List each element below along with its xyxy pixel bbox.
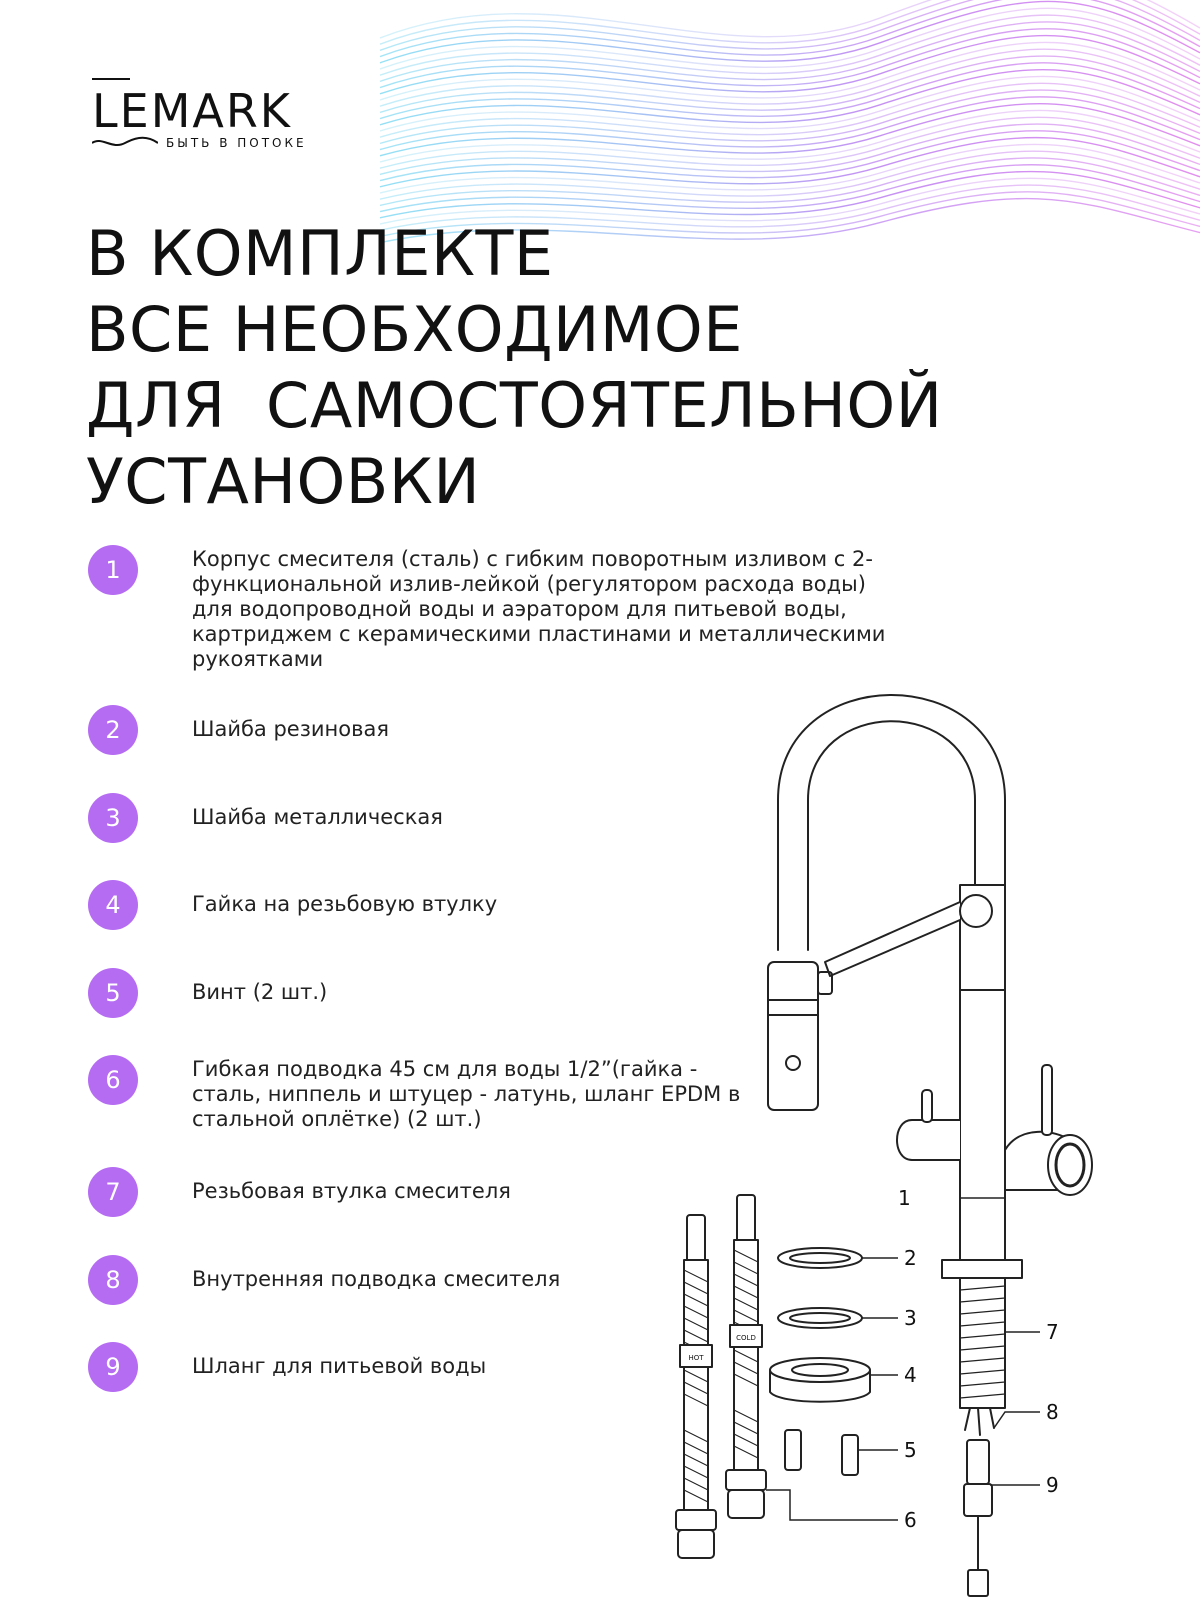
callout-9: 9: [1046, 1473, 1059, 1497]
item-text: Винт (2 шт.): [192, 980, 328, 1004]
item-text: Корпус смесителя (сталь) с гибким поворотным изливом с 2-функциональной излив-лейкой (регулятором расхода воды) для водопроводной воды и аэратором для питьевой воды, картриджем с керамическими пластинами и металлическими рукоятками: [192, 547, 886, 671]
item-number-badge: 5: [88, 968, 138, 1018]
item-text: Резьбовая втулка смесителя: [192, 1179, 511, 1203]
item-number-badge: 2: [88, 705, 138, 755]
spray-head: [768, 962, 818, 1110]
item-number-badge: 7: [88, 1167, 138, 1217]
callout-1: 1: [898, 1186, 911, 1210]
callout-8: 8: [1046, 1400, 1059, 1424]
faucet-assembly-diagram: [660, 670, 1200, 1600]
title-line: УСТАНОВКИ: [86, 445, 481, 518]
item-number-badge: 1: [88, 545, 138, 595]
inner-tubes: [965, 1408, 994, 1435]
callout-7: 7: [1046, 1320, 1059, 1344]
logo-wave-icon: [92, 136, 158, 150]
item-text: Внутренняя подводка смесителя: [192, 1267, 561, 1291]
item-text: Шайба резиновая: [192, 717, 389, 741]
screw: [785, 1430, 801, 1470]
callout-6: 6: [904, 1508, 917, 1532]
holder-arm: [825, 902, 960, 976]
logo-tagline: БЫТЬ В ПОТОКЕ: [166, 136, 307, 150]
item-number-badge: 8: [88, 1255, 138, 1305]
item-number-badge: 3: [88, 793, 138, 843]
screw: [842, 1435, 858, 1475]
item-text: Гайка на резьбовую втулку: [192, 892, 498, 916]
callout-2: 2: [904, 1246, 917, 1270]
callout-3: 3: [904, 1306, 917, 1330]
title-line: ДЛЯ САМОСТОЯТЕЛЬНОЙ: [86, 369, 943, 442]
page-title: [86, 216, 943, 520]
threaded-shank: [960, 1278, 1005, 1408]
item-text: Шайба металлическая: [192, 805, 443, 829]
base-flange: [942, 1260, 1022, 1278]
item-text: Гибкая подводка 45 см для воды 1/2”(гайка - сталь, ниппель и штуцер - латунь, шланг EPDM в стальной оплётке) (2 шт.): [192, 1057, 741, 1131]
logo-bar: [92, 78, 130, 80]
brand-logo: [92, 78, 352, 158]
logo-name: LEMARK: [92, 84, 292, 138]
hose-label-hot: HOT: [688, 1354, 704, 1362]
body-column: [960, 885, 1005, 1260]
flexible-hoses: [676, 1195, 766, 1558]
drinking-hose-fitting: [967, 1440, 989, 1484]
callout-5: 5: [904, 1438, 917, 1462]
title-line: ВСЕ НЕОБХОДИМОЕ: [86, 293, 743, 366]
item-text: Шланг для питьевой воды: [192, 1354, 487, 1378]
item-number-badge: 4: [88, 880, 138, 930]
title-line: В КОМПЛЕКТЕ: [86, 217, 554, 290]
left-handle: [897, 1120, 960, 1160]
wave-line: [380, 97, 1200, 150]
wave-line: [380, 0, 1200, 38]
item-number-badge: 6: [88, 1055, 138, 1105]
holder-joint: [960, 895, 992, 927]
item-number-badge: 9: [88, 1342, 138, 1392]
callout-4: 4: [904, 1363, 917, 1387]
hose-label-cold: COLD: [736, 1334, 756, 1342]
wave-line: [380, 90, 1200, 143]
